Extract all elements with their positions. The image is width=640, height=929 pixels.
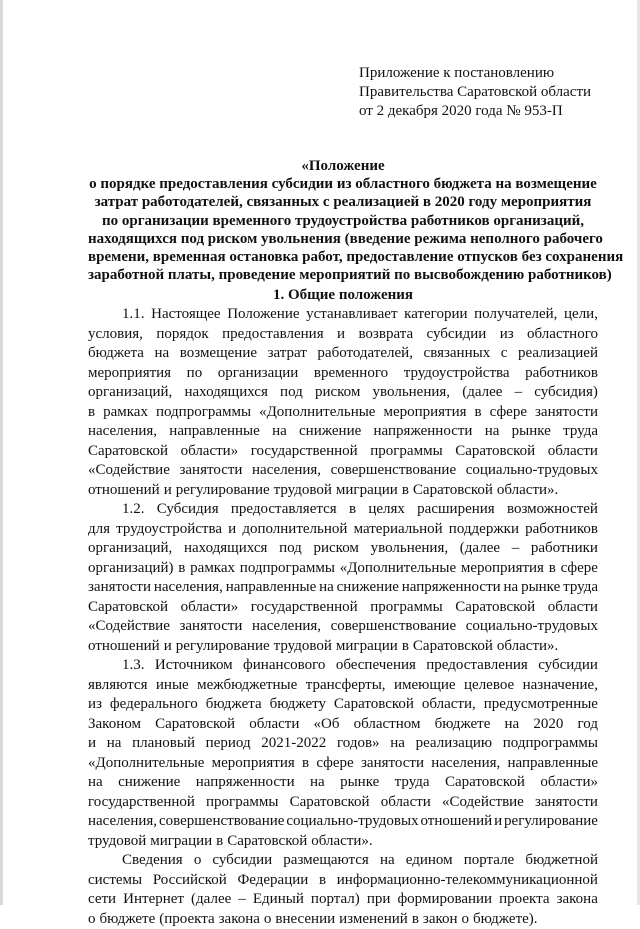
- paragraph-line: системы Российской Федерации в информационно-телекоммуникационной: [88, 871, 598, 891]
- paragraph: [88, 851, 598, 929]
- paragraph-line: населения, совершенствование социально-трудовых отношений и регулирование: [88, 812, 598, 832]
- paragraph-line: для трудоустройства и дополнительной материальной поддержки работников: [88, 520, 598, 540]
- section-heading: 1. Общие положения: [88, 286, 598, 304]
- paragraph-line: бюджета на возмещение затрат работодателей, связанных с реализацией: [88, 344, 598, 364]
- paragraph-line: условия, порядок предоставления и возврата субсидии из областного: [88, 325, 598, 345]
- paragraph-line: «Дополнительные мероприятия в сфере занятости населения, направленные: [88, 754, 598, 774]
- paragraph-line: сети Интернет (далее – Единый портал) при формировании проекта закона: [88, 890, 598, 910]
- appendix-line: от 2 декабря 2020 года № 953-П: [359, 102, 591, 121]
- paragraph: [88, 500, 598, 656]
- paragraph-line: 1.3. Источником финансового обеспечения предоставления субсидии: [88, 656, 598, 676]
- paragraph-line: 1.1. Настоящее Положение устанавливает категории получателей, цели,: [88, 305, 598, 325]
- paragraph-line: государственной программы Саратовской области «Содействие занятости: [88, 793, 598, 813]
- paragraph-line: Сведения о субсидии размещаются на едином портале бюджетной: [88, 851, 598, 871]
- appendix-line: Приложение к постановлению: [359, 64, 591, 83]
- paragraph-line: и на плановый период 2021-2022 годов» на реализацию подпрограммы: [88, 734, 598, 754]
- paragraph-line: отношений и регулирование трудовой миграции в Саратовской области».: [88, 481, 598, 501]
- paragraph-line: отношений и регулирование трудовой миграции в Саратовской области».: [88, 637, 598, 657]
- title-line: по организации временного трудоустройства работников организаций,: [88, 212, 598, 230]
- title-line: о порядке предоставления субсидии из областного бюджета на возмещение: [88, 175, 598, 193]
- title-line: времени, временная остановка работ, предоставление отпусков без сохранения: [88, 248, 598, 266]
- appendix-line: Правительства Саратовской области: [359, 83, 591, 102]
- paragraph-line: на снижение напряженности на рынке труда Саратовской области»: [88, 773, 598, 793]
- paragraph-line: «Содействие занятости населения, совершенствование социально-трудовых: [88, 617, 598, 637]
- paragraph-line: организаций, находящихся под риском увольнения, (далее – работники: [88, 539, 598, 559]
- paragraph: [88, 656, 598, 851]
- title-line: затрат работодателей, связанных с реализацией в 2020 году мероприятия: [88, 193, 598, 211]
- document-body: [88, 305, 598, 929]
- paragraph-line: Законом Саратовской области «Об областном бюджете на 2020 год: [88, 715, 598, 735]
- paragraph-line: трудовой миграции в Саратовской области».: [88, 832, 598, 852]
- paragraph: [88, 305, 598, 500]
- title-line: заработной платы, проведение мероприятий по высвобождению работников): [88, 266, 598, 284]
- paragraph-line: мероприятия по организации временного трудоустройства работников: [88, 364, 598, 384]
- paragraph-line: являются иные межбюджетные трансферты, имеющие целевое назначение,: [88, 676, 598, 696]
- paragraph-line: Саратовской области» государственной программы Саратовской области: [88, 442, 598, 462]
- paragraph-line: занятости населения, направленные на снижение напряженности на рынке труда: [88, 578, 598, 598]
- paragraph-line: о бюджете (проекта закона о внесении изменений в закон о бюджете).: [88, 910, 598, 929]
- paragraph-line: «Содействие занятости населения, совершенствование социально-трудовых: [88, 461, 598, 481]
- paragraph-line: организаций, находящихся под риском увольнения, (далее – субсидия): [88, 383, 598, 403]
- paragraph-line: 1.2. Субсидия предоставляется в целях расширения возможностей: [88, 500, 598, 520]
- title-line: «Положение: [88, 157, 598, 175]
- paragraph-line: населения, направленные на снижение напряженности на рынке труда: [88, 422, 598, 442]
- appendix-header: [359, 64, 591, 121]
- paragraph-line: в рамках подпрограммы «Дополнительные мероприятия в сфере занятости: [88, 403, 598, 423]
- document-title: [88, 157, 598, 284]
- paragraph-line: Саратовской области» государственной программы Саратовской области: [88, 598, 598, 618]
- paragraph-line: организаций) в рамках подпрограммы «Дополнительные мероприятия в сфере: [88, 559, 598, 579]
- paragraph-line: из федерального бюджета бюджету Саратовской области, предусмотренные: [88, 695, 598, 715]
- title-line: находящихся под риском увольнения (введение режима неполного рабочего: [88, 230, 598, 248]
